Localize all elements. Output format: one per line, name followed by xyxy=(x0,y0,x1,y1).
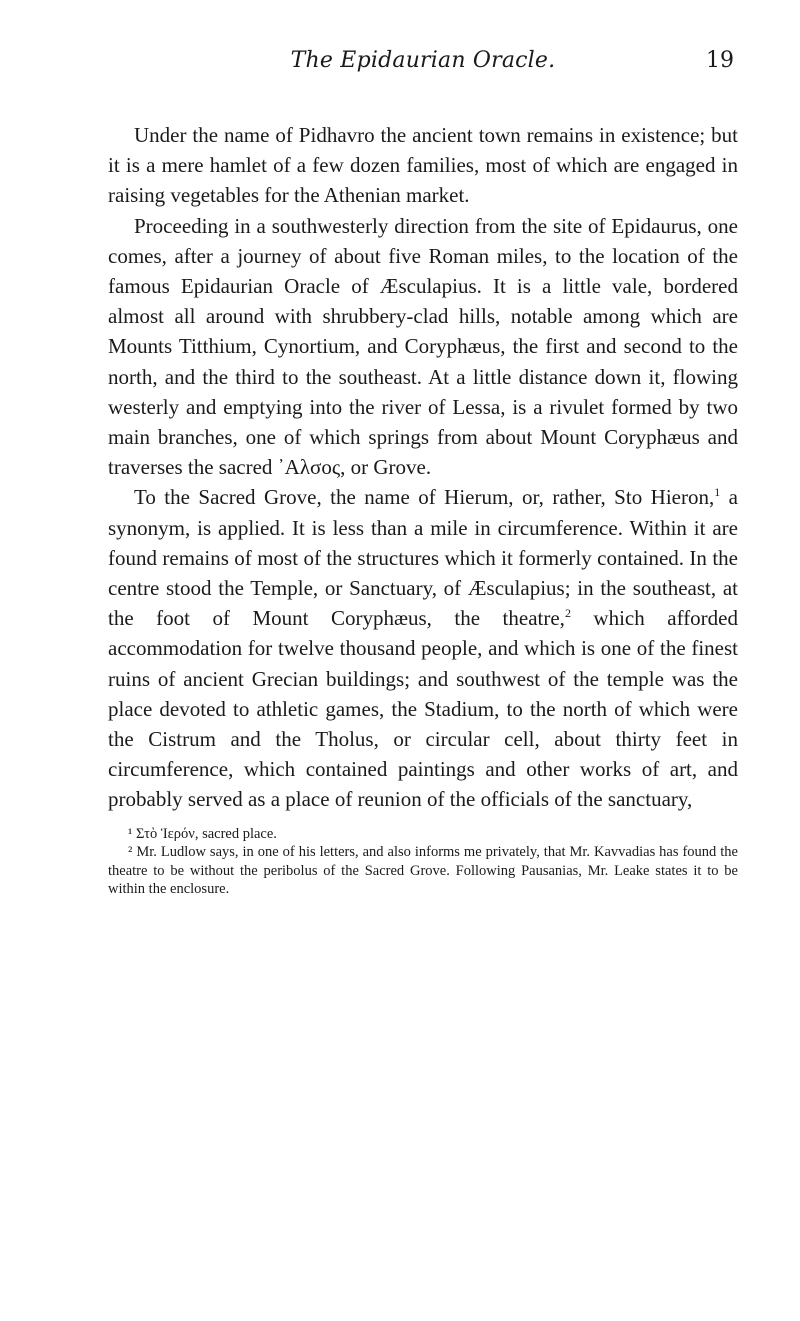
paragraph-3-text-c: which afforded accommodation for twelve thousand people, and which is one of the finest ruins of ancient Grecian buildings; and southwest of the temple was the place devoted to athletic games, the Stadium, to the north of which were the Cistrum and the Tholus, or circular cell, about thirty feet in circumference, which contained paintings and other works of art, and probably served as a place of reunion of the officials of the sanctuary, xyxy=(108,606,738,812)
footnote-2-mark: ² xyxy=(128,844,133,861)
paragraph-3 xyxy=(108,482,738,814)
footnotes xyxy=(108,825,738,899)
book-page xyxy=(108,48,738,899)
page-header xyxy=(108,48,738,88)
footnote-ref-2: 2 xyxy=(564,606,571,621)
footnote-2-text: Mr. Ludlow says, in one of his letters, and also informs me privately, that Mr. Kavvadias has found the theatre to be without the peribolus of the Sacred Grove. Following Pausanias, Mr. Leake states it to be within the enclosure. xyxy=(108,844,738,898)
running-title: The Epidaurian Oracle. xyxy=(290,48,556,73)
paragraph-1-text: Under the name of Pidhavro the ancient town remains in existence; but it is a mere hamlet of a few dozen families, most of which are engaged in raising vegetables for the Athenian market. xyxy=(108,123,738,208)
paragraph-1 xyxy=(108,120,738,211)
footnote-1-text: Στὸ Ἱερόν, sacred place. xyxy=(132,825,277,842)
paragraph-2-text: Proceeding in a southwesterly direction from the site of Epidaurus, one comes, after a journey of about five Roman miles, to the location of the famous Epidaurian Oracle of Æsculapius. It is a little vale, bordered almost all around with shrubbery-clad hills, notable among which are Mounts Titthium, Cynortium, and Coryphæus, the first and second to the north, and the third to the southeast. At a little distance down it, flowing westerly and emptying into the river of Lessa, is a rivulet formed by two main branches, one of which springs from about Mount Coryphæus and traverses the sacred ᾿Αλσος, or Grove. xyxy=(108,213,738,480)
body-text xyxy=(108,120,738,815)
footnote-1-mark: ¹ xyxy=(128,825,133,842)
paragraph-3-text-b: a synonym, is applied. It is less than a mile in circumference. Within it are found remains of most of the structures which it formerly contained. In the centre stood the Temple, or Sanctuary, of Æsculapius; in the southeast, at the foot of Mount Coryphæus, the theatre, xyxy=(108,485,738,631)
paragraph-2 xyxy=(108,211,738,483)
page-number: 19 xyxy=(706,48,734,73)
footnote-2 xyxy=(108,843,738,899)
footnote-ref-1: 1 xyxy=(714,485,721,500)
paragraph-3-text-a: To the Sacred Grove, the name of Hierum, or, rather, Sto Hieron, xyxy=(134,485,715,510)
footnote-1 xyxy=(108,825,738,844)
